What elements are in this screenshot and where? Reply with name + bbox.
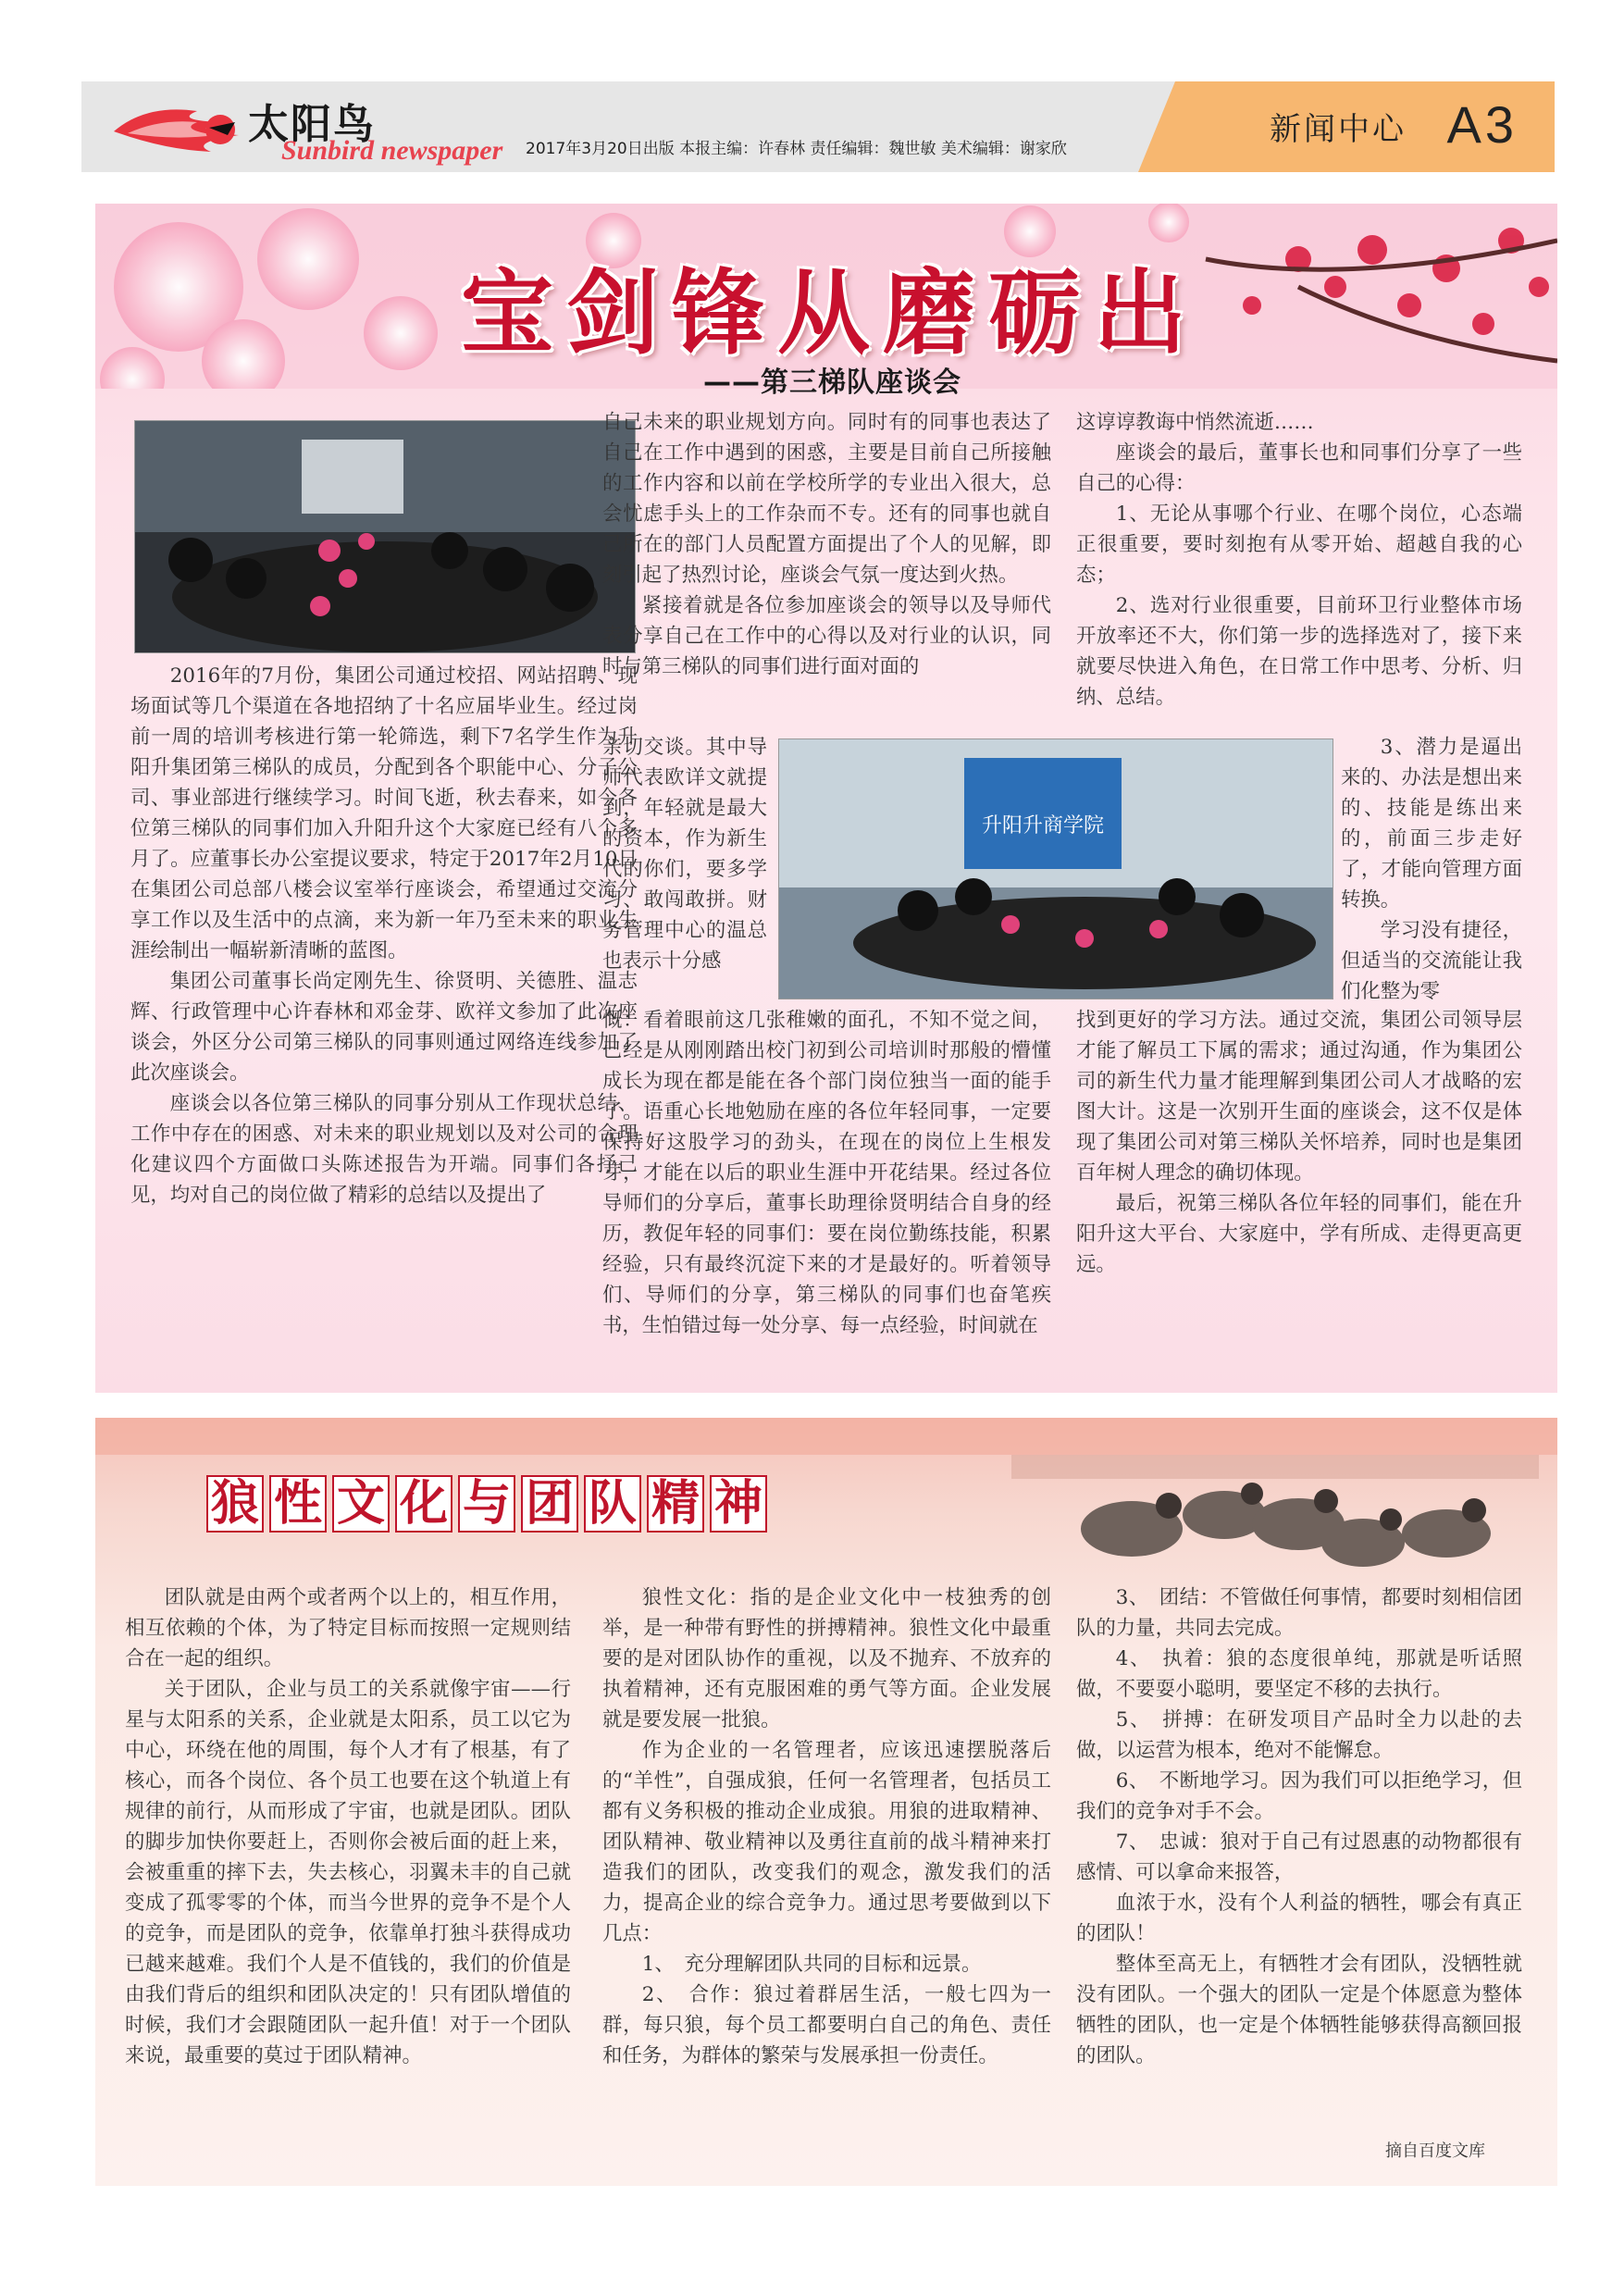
paragraph: 座谈会的最后，董事长也和同事们分享了一些自己的心得： [1076,441,1522,495]
paragraph: 血浓于水，没有个人利益的牺牲，哪会有真正的团队！ [1076,1892,1522,1945]
logo-chinese: 太阳鸟 [248,101,376,148]
title-char: 性 [269,1475,327,1533]
article1-col3-b [1341,732,1522,1007]
paragraph: 6、 不断地学习。因为我们可以拒绝学习，但我们的竞争对手不会。 [1076,1769,1522,1823]
paragraph: 2016年的7月份，集团公司通过校招、网站招聘、现场面试等几个渠道在各地招纳了十名应届毕业生。经过岗前一周的培训考核进行第一轮筛选，剩下7名学生作为升阳升集团第三梯队的成员，分配到各个职能中心、分子公司、事业部进行继续学习。时间飞逝，秋去春来，如今各位第三梯队的同事们加入升阳升这个大家庭已经有八个多月了。应董事长办公室提议要求，特定于2017年2月10日在集团公司总部八楼会议室举行座谈会，希望通过交流分享工作以及生活中的点滴，来为新一年乃至未来的职业生涯绘制出一幅崭新清晰的蓝图。 [130,664,638,962]
newspaper-logo [109,89,516,168]
paragraph: 4、 执着：狼的态度很单纯，那就是听话照做，不要耍小聪明，要坚定不移的去执行。 [1076,1647,1522,1701]
title-char: 团 [521,1475,578,1533]
title-char: 队 [584,1475,641,1533]
article1-col3-a [1076,407,1522,713]
title-char: 精 [647,1475,704,1533]
paragraph: 团队就是由两个或者两个以上的，相互作用，相互依赖的个体，为了特定目标而按照一定规则结合在一起的组织。 [125,1586,571,1670]
paragraph: 紧接着就是各位参加座谈会的领导以及导师代表分享自己在工作中的心得以及对行业的认识，同时与第三梯队的同事们进行面对面的 [602,594,1051,678]
paragraph: 慨：看着眼前这几张稚嫩的面孔，不知不觉之间，已经是从刚刚踏出校门初到公司培训时那般的懵懂成长为现在都是能在各个部门岗位独当一面的能手了。语重心长地勉励在座的各位年轻同事，一定要保持好这股学习的劲头，在现在的岗位上生根发芽，才能在以后的职业生涯中开花结果。经过各位导师们的分享后，董事长助理徐贤明结合自身的经历，教促年轻的同事们：要在岗位勤练技能，积累经验，只有最终沉淀下来的才是最好的。听着领导们、导师们的分享，第三梯队的同事们也奋笔疾书，生怕错过每一处分享、每一点经验，时间就在 [602,1009,1051,1337]
paragraph: 整体至高无上，有牺牲才会有团队，没牺牲就没有团队。一个强大的团队一定是个体愿意为整体牺牲的团队，也一定是个体牺牲能够获得高额回报的团队。 [1076,1953,1522,2067]
paragraph: 7、 忠诚：狼对于自己有过恩惠的动物都很有感情、可以拿命来报答， [1076,1831,1522,1884]
paragraph: 作为企业的一名管理者，应该迅速摆脱落后的“羊性”，自强成狼，任何一名管理者，包括员工都有义务积极的推动企业成狼。用狼的进取精神、团队精神、敬业精神以及勇往直前的战斗精神来打造我们的团队，改变我们的观念，激发我们的活力，提高企业的综合竞争力。通过思考要做到以下几点： [602,1739,1051,1945]
article1-col2-b [602,732,767,976]
paragraph: 3、潜力是逼出来的、办法是想出来的、技能是练出来的，前面三步走好了，才能向管理方面转换。 [1341,736,1522,912]
article1-col3-c [1076,1005,1522,1280]
article1-title: 宝剑锋从磨砺出 [461,258,1199,367]
paragraph: 2、 合作：狼过着群居生活，一般七四为一群，每只狼，每个员工都要明白自己的角色、责任和任务，为群体的繁荣与发展承担一份责任。 [602,1983,1051,2067]
article2-title [206,1475,773,1533]
section-name: 新闻中心 [1270,111,1407,148]
paragraph: 座谈会以各位第三梯队的同事分别从工作现状总结、工作中存在的困惑、对未来的职业规划以及对公司的合理化建议四个方面做口头陈述报告为开端。同事们各抒己见，均对自己的岗位做了精彩的总结以及提出了 [130,1092,638,1207]
paragraph: 关于团队，企业与员工的关系就像宇宙——行星与太阳系的关系，企业就是太阳系，员工以它为中心，环绕在他的周围，每个人才有了根基，有了核心，而各个岗位、各个员工也要在这个轨道上有规律的前行，从而形成了宇宙，也就是团队。团队的脚步加快你要赶上，否则你会被后面的赶上来，会被重重的摔下去，失去核心，羽翼未丰的自己就变成了孤零零的个体，而当今世界的竞争不是个人的竞争，而是团队的竞争，依靠单打独斗获得成功已越来越难。我们个人是不值钱的，我们的价值是由我们背后的组织和团队决定的！只有团队增值的时候，我们才会跟随团队一起升值！对于一个团队来说，最重要的莫过于团队精神。 [125,1678,571,2067]
meeting-photo-2 [778,738,1333,999]
sunbird-flame-icon [109,94,248,165]
meeting-photo-1 [134,420,636,653]
paragraph: 1、无论从事哪个行业、在哪个岗位，心态端正很重要，要时刻抱有从零开始、超越自我的心态； [1076,503,1522,587]
title-char: 文 [332,1475,390,1533]
publication-info: 2017年3月20日出版 本报主编：许春林 责任编辑：魏世敏 美术编辑：谢家欣 [526,140,1067,158]
article1-col2-a [602,407,1051,682]
page-number: A3 [1446,95,1518,154]
paragraph: 狼性文化：指的是企业文化中一枝独秀的创举，是一种带有野性的拼搏精神。狼性文化中最重要的是对团队协作的重视，以及不抛弃、不放弃的执着精神，还有克服困难的勇气等方面。企业发展就是要发展一批狼。 [602,1586,1051,1731]
paragraph: 集团公司董事长尚定刚先生、徐贤明、关德胜、温志辉、行政管理中心许春林和邓金芽、欧祥文参加了此次座谈会，外区分公司第三梯队的同事则通过网络连线参加了此次座谈会。 [130,970,638,1085]
article1-column-1 [130,661,638,1210]
masthead [81,81,1555,172]
article-wolf-culture [95,1418,1557,2186]
article2-column-2 [602,1582,1051,2071]
source-credit: 摘自百度文库 [1385,2141,1485,2161]
article1-subtitle: ——第三梯队座谈会 [703,366,961,399]
paragraph: 最后，祝第三梯队各位年轻的同事们，能在升阳升这大平台、大家庭中，学有所成、走得更高更远。 [1076,1192,1522,1276]
logo-english: Sunbird newspaper [281,135,503,166]
paragraph: 2、选对行业很重要，目前环卫行业整体市场开放率还不大，你们第一步的选择选对了，接下来就要尽快进入角色，在日常工作中思考、分析、归纳、总结。 [1076,594,1522,709]
paragraph: 3、 团结：不管做任何事情，都要时刻相信团队的力量，共同去完成。 [1076,1586,1522,1640]
title-char: 化 [395,1475,452,1533]
paragraph: 找到更好的学习方法。通过交流，集团公司领导层才能了解员工下属的需求；通过沟通，作为集团公司的新生代力量才能理解到集团公司人才战略的宏图大计。这是一次别开生面的座谈会，这不仅是体现了集团公司对第三梯队关怀培养，同时也是集团百年树人理念的确切体现。 [1076,1009,1522,1185]
title-char: 与 [458,1475,515,1533]
meeting-room-image [135,421,635,652]
article2-column-1 [125,1582,571,2071]
article1-col2-c [602,1005,1051,1341]
paragraph: 学习没有捷径，但适当的交流能让我们化整为零 [1341,919,1522,1003]
article2-column-3 [1076,1582,1522,2071]
business-school-meeting-image [779,739,1333,999]
title-char: 神 [710,1475,767,1533]
paragraph: 自己未来的职业规划方向。同时有的同事也表达了自己在工作中遇到的困惑，主要是目前自己所接触的工作内容和以前在学校所学的专业出入很大，总会忧虑手头上的工作杂而不专。还有的同事也就自己所在的部门人员配置方面提出了个人的见解，即刻引起了热烈讨论，座谈会气氛一度达到火热。 [602,411,1051,587]
school-sign-text: 升阳升商学院 [981,814,1105,838]
paragraph: 这谆谆教诲中悄然流逝…… [1076,411,1314,434]
paragraph: 1、 充分理解团队共同的目标和远景。 [641,1953,982,1976]
article-meeting [95,204,1557,1393]
paragraph: 亲切交谈。其中导师代表欧详文就提到，年轻就是最大的资本，作为新生代的你们，要多学习、敢闯敢拼。财务管理中心的温总也表示十分感 [602,736,767,973]
title-char: 狼 [206,1475,264,1533]
paragraph: 5、 拼搏：在研发项目产品时全力以赴的去做，以运营为根本，绝对不能懈怠。 [1076,1708,1522,1762]
